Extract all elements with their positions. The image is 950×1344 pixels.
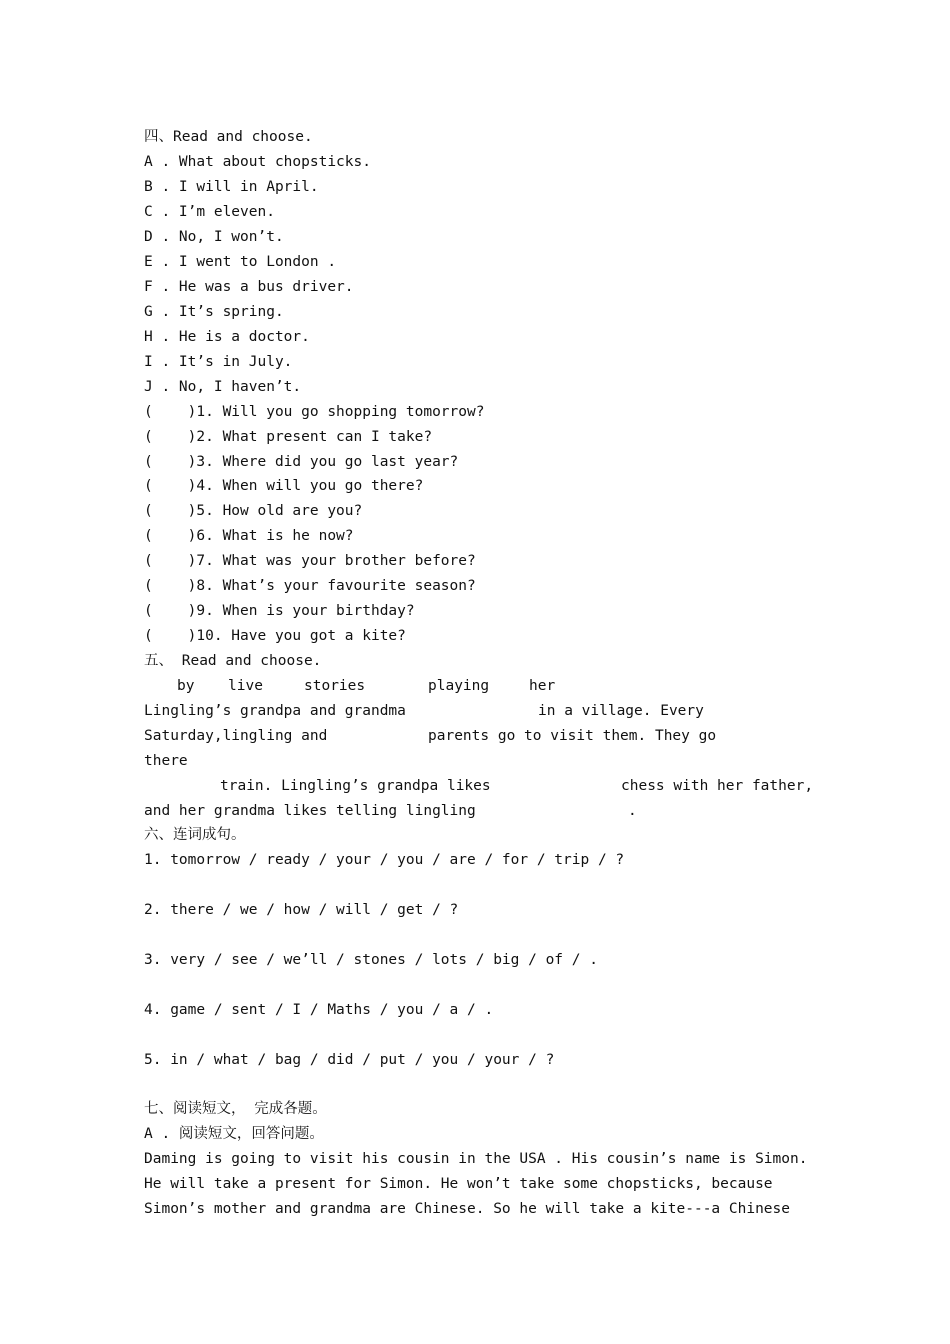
passage-line-5a: and her grandma likes telling lingling bbox=[144, 803, 476, 819]
sentence-item-1: 1. tomorrow / ready / your / you / are / for / trip / ? bbox=[144, 852, 625, 868]
sentence-item-3: 3. very / see / we’ll / stones / lots / big / of / . bbox=[144, 952, 598, 968]
passage-line-4b: chess with her father, bbox=[621, 778, 814, 794]
sentence-item-5: 5. in / what / bag / did / put / you / your / ? bbox=[144, 1052, 555, 1068]
reading-line-3: Simon’s mother and grandma are Chinese. So he will take a kite---a Chinese bbox=[144, 1201, 791, 1217]
question-9: ( )9. When is your birthday? bbox=[144, 603, 415, 619]
section6-heading: 六、连词成句。 bbox=[144, 827, 246, 843]
passage-line-5b: . bbox=[628, 803, 637, 819]
option-b: B . I will in April. bbox=[144, 179, 319, 195]
option-d: D . No, I won’t. bbox=[144, 229, 284, 245]
section5-heading: 五、 Read and choose. bbox=[144, 653, 322, 669]
option-h: H . He is a doctor. bbox=[144, 329, 310, 345]
question-6: ( )6. What is he now? bbox=[144, 528, 354, 544]
section7-subheading: A . 阅读短文，回答问题。 bbox=[144, 1126, 324, 1142]
sentence-item-2: 2. there / we / how / will / get / ? bbox=[144, 902, 459, 918]
passage-line-1b: in a village. Every bbox=[538, 703, 704, 719]
option-e: E . I went to London . bbox=[144, 254, 337, 270]
question-1: ( )1. Will you go shopping tomorrow? bbox=[144, 404, 485, 420]
question-5: ( )5. How old are you? bbox=[144, 503, 363, 519]
question-3: ( )3. Where did you go last year? bbox=[144, 454, 459, 470]
question-4: ( )4. When will you go there? bbox=[144, 478, 424, 494]
passage-line-2a: Saturday,lingling and bbox=[144, 728, 328, 744]
reading-line-1: Daming is going to visit his cousin in the USA . His cousin’s name is Simon. bbox=[144, 1151, 808, 1167]
section7-heading: 七、阅读短文， 完成各题。 bbox=[144, 1101, 327, 1117]
option-g: G . It’s spring. bbox=[144, 304, 284, 320]
question-8: ( )8. What’s your favourite season? bbox=[144, 578, 476, 594]
option-i: I . It’s in July. bbox=[144, 354, 293, 370]
word-bank-stories: stories bbox=[304, 678, 366, 694]
question-7: ( )7. What was your brother before? bbox=[144, 553, 476, 569]
word-bank-her: her bbox=[529, 678, 556, 694]
passage-line-4a: train. Lingling’s grandpa likes bbox=[220, 778, 491, 794]
option-c: C . I’m eleven. bbox=[144, 204, 275, 220]
passage-line-1a: Lingling’s grandpa and grandma bbox=[144, 703, 406, 719]
question-10: ( )10. Have you got a kite? bbox=[144, 628, 406, 644]
word-bank-live: live bbox=[228, 678, 263, 694]
reading-line-2: He will take a present for Simon. He won’t take some chopsticks, because bbox=[144, 1176, 773, 1192]
passage-line-3: there bbox=[144, 753, 188, 769]
sentence-item-4: 4. game / sent / I / Maths / you / a / . bbox=[144, 1002, 494, 1018]
section4-heading: 四、Read and choose. bbox=[144, 129, 313, 145]
passage-line-2b: parents go to visit them. They go bbox=[428, 728, 717, 744]
question-2: ( )2. What present can I take? bbox=[144, 429, 433, 445]
option-a: A . What about chopsticks. bbox=[144, 154, 371, 170]
option-j: J . No, I haven’t. bbox=[144, 379, 302, 395]
word-bank-by: by bbox=[177, 678, 195, 694]
option-f: F . He was a bus driver. bbox=[144, 279, 354, 295]
word-bank-playing: playing bbox=[428, 678, 490, 694]
